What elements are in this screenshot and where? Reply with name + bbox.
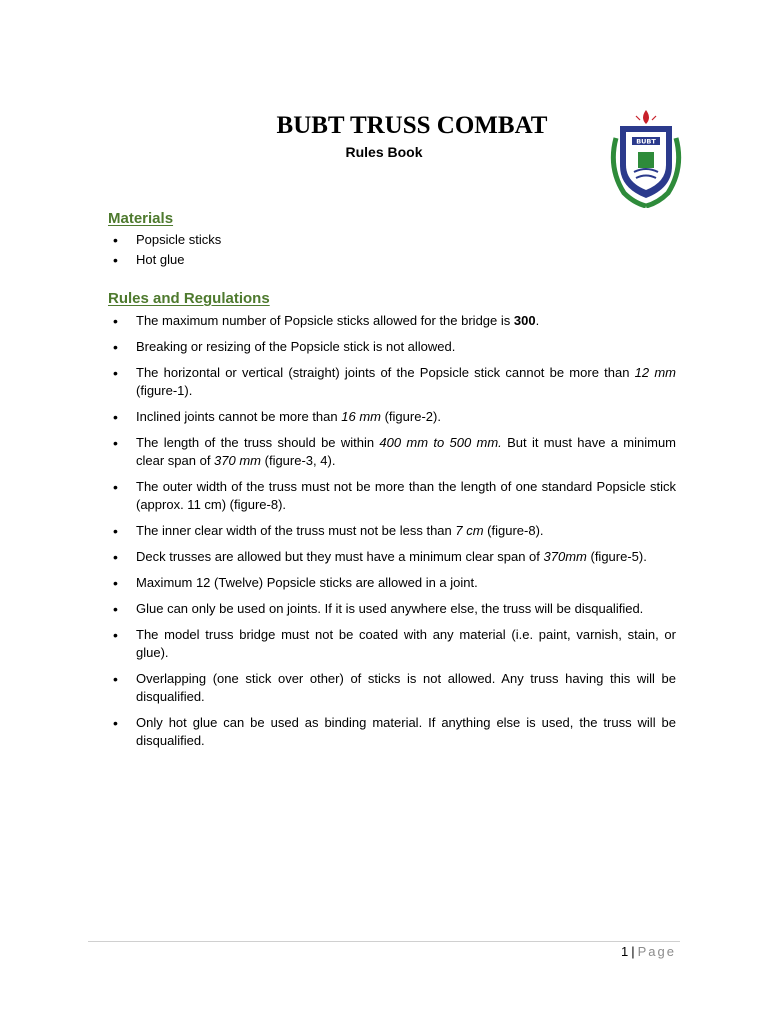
rule-text: 370mm xyxy=(543,549,587,564)
rule-item xyxy=(108,434,676,470)
rules-heading: Rules and Regulations xyxy=(108,290,270,307)
page-title: BUBT TRUSS COMBAT xyxy=(276,112,548,139)
rule-text: 16 mm xyxy=(341,409,381,424)
rule-item xyxy=(108,522,676,540)
rule-text: 400 mm to 500 mm. xyxy=(379,435,502,450)
rule-item xyxy=(108,364,676,400)
university-crest-icon xyxy=(606,108,686,208)
rule-text: Breaking or resizing of the Popsicle stick is not allowed. xyxy=(136,339,456,354)
rules-list xyxy=(108,312,676,758)
page-label: Page xyxy=(637,944,676,959)
materials-heading: Materials xyxy=(108,210,174,227)
rule-text: Maximum 12 (Twelve) Popsicle sticks are allowed in a joint. xyxy=(136,575,478,590)
rule-text: Glue can only be used on joints. If it is used anywhere else, the truss will be disqualified. xyxy=(136,601,644,616)
rule-item xyxy=(108,312,676,330)
rule-text: 300 xyxy=(513,313,536,328)
rule-item xyxy=(108,670,676,706)
rule-text: (figure-1). xyxy=(136,383,193,398)
rule-text: (figure-8). xyxy=(483,523,544,538)
footer-separator: | xyxy=(631,944,635,959)
rule-item xyxy=(108,548,676,566)
list-item: • Hot glue xyxy=(108,251,676,269)
rule-text: The outer width of the truss must not be more than the length of one standard Popsicle stick (approx. 11 cm) (figure-8). xyxy=(136,479,676,512)
rule-text: 12 mm xyxy=(634,365,677,380)
rule-item xyxy=(108,600,676,618)
rule-item xyxy=(108,478,676,514)
crest-text: BUBT xyxy=(636,137,656,146)
rule-text: 7 cm xyxy=(455,523,484,538)
rule-text: Only hot glue can be used as binding material. If anything else is used, the truss will be disqualified. xyxy=(136,715,676,748)
page-footer xyxy=(621,944,676,959)
rule-text: 370 mm xyxy=(214,453,262,468)
rule-text: The length of the truss should be within xyxy=(136,435,380,450)
rule-text: (figure-2). xyxy=(380,409,441,424)
rule-text: Inclined joints cannot be more than xyxy=(136,409,342,424)
list-item: • Popsicle sticks xyxy=(108,231,676,249)
rule-text: Overlapping (one stick over other) of sticks is not allowed. Any truss having this will be disqualified. xyxy=(136,671,676,704)
footer-divider xyxy=(88,941,680,942)
rule-item xyxy=(108,408,676,426)
rule-text: . xyxy=(535,313,540,328)
rule-text: The model truss bridge must not be coated with any material (i.e. paint, varnish, stain, or glue). xyxy=(136,627,676,660)
rule-item xyxy=(108,714,676,750)
rule-text: The horizontal or vertical (straight) joints of the Popsicle stick cannot be more than xyxy=(136,365,635,380)
rule-text: (figure-5). xyxy=(586,549,647,564)
page-subtitle: Rules Book xyxy=(345,144,423,160)
rule-text: The maximum number of Popsicle sticks allowed for the bridge is xyxy=(136,313,514,328)
rule-text: The inner clear width of the truss must not be less than xyxy=(136,523,456,538)
rule-text: (figure-3, 4). xyxy=(261,453,336,468)
rule-item xyxy=(108,338,676,356)
page-number: 1 xyxy=(621,944,629,959)
materials-list xyxy=(108,231,676,271)
rule-item xyxy=(108,574,676,592)
rule-text: But it must have a minimum clear span of xyxy=(136,435,677,468)
rule-text: Deck trusses are allowed but they must have a minimum clear span of xyxy=(136,549,544,564)
rule-item xyxy=(108,626,676,662)
